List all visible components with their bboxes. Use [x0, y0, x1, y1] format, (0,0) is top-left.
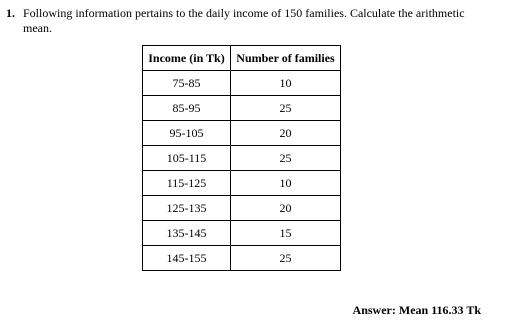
families-cell: 20	[231, 121, 341, 146]
table-row	[143, 246, 341, 271]
income-table	[142, 45, 341, 271]
answer-text: Answer: Mean 116.33 Tk	[352, 303, 481, 317]
families-header: Number of families	[231, 46, 341, 71]
families-cell: 25	[231, 246, 341, 271]
table-row	[143, 96, 341, 121]
income-header: Income (in Tk)	[143, 46, 231, 71]
income-cell: 75-85	[143, 71, 231, 96]
families-cell: 20	[231, 196, 341, 221]
table-row	[143, 71, 341, 96]
income-cell: 135-145	[143, 221, 231, 246]
table-row	[143, 121, 341, 146]
table-row	[143, 146, 341, 171]
families-cell: 25	[231, 96, 341, 121]
table-row	[143, 221, 341, 246]
families-cell: 10	[231, 171, 341, 196]
table-row	[143, 171, 341, 196]
families-cell: 10	[231, 71, 341, 96]
table-row	[143, 196, 341, 221]
income-cell: 105-115	[143, 146, 231, 171]
question-text: Following information pertains to the daily income of 150 families. Calculate the arithmetic mean.	[23, 6, 465, 35]
families-cell: 25	[231, 146, 341, 171]
income-cell: 115-125	[143, 171, 231, 196]
table-header-row	[143, 46, 341, 71]
income-cell: 85-95	[143, 96, 231, 121]
income-cell: 145-155	[143, 246, 231, 271]
income-cell: 95-105	[143, 121, 231, 146]
question-number: 1.	[6, 6, 15, 20]
families-cell: 15	[231, 221, 341, 246]
income-cell: 125-135	[143, 196, 231, 221]
